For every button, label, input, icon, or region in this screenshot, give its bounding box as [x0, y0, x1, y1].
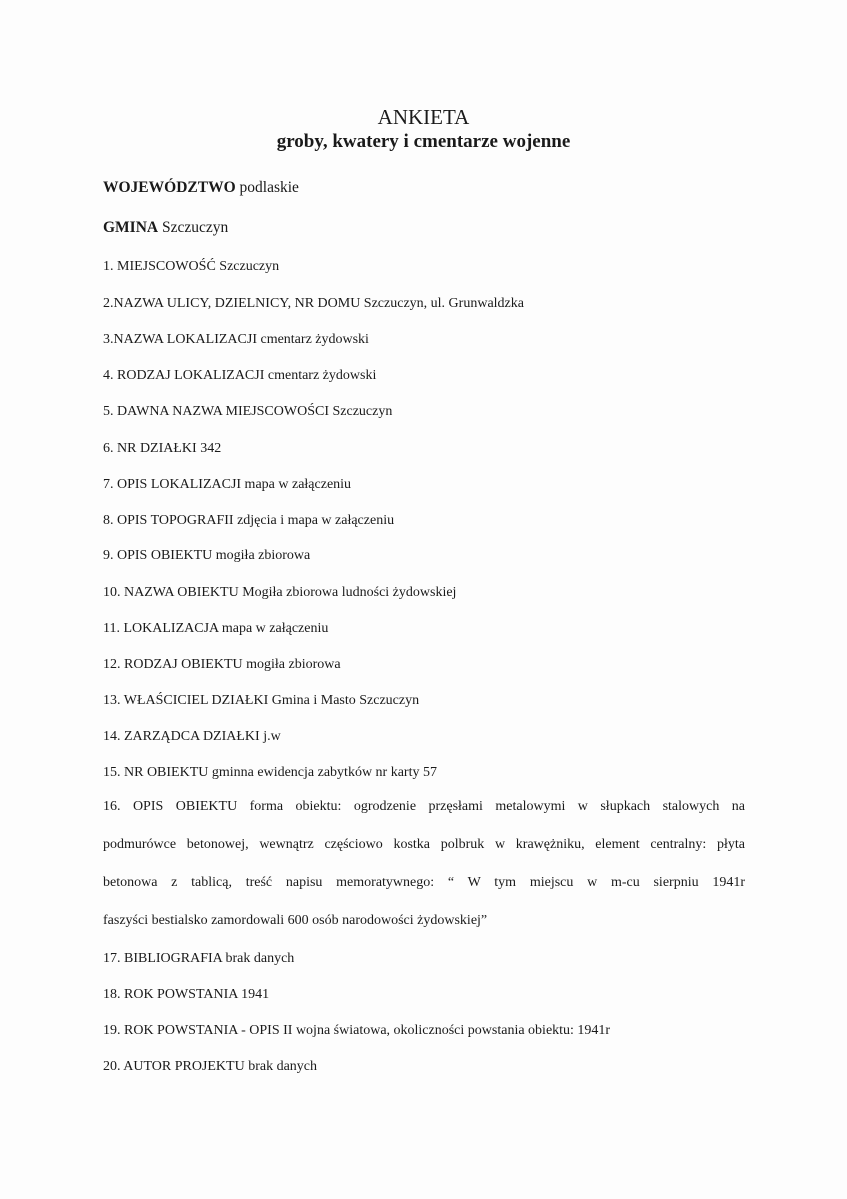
voivodeship-value: podlaskie — [239, 179, 299, 196]
field-14: 14. ZARZĄDCA DZIAŁKI j.w — [103, 729, 281, 744]
commune-label: GMINA — [103, 219, 159, 236]
field-15: 15. NR OBIEKTU gminna ewidencja zabytków nr karty 57 — [103, 765, 437, 780]
field-5: 5. DAWNA NAZWA MIEJSCOWOŚCI Szczuczyn — [103, 404, 393, 419]
page-title: ANKIETA — [377, 105, 470, 129]
field-16-line: 16. OPIS OBIEKTU forma obiektu: ogrodzenie przęsłami metalowymi w słupkach stalowych na — [103, 799, 745, 814]
commune-row — [103, 218, 228, 238]
field-3: 3.NAZWA LOKALIZACJI cmentarz żydowski — [103, 332, 369, 347]
field-16-line: podmurówce betonowej, wewnątrz częściowo kostka polbruk w krawężniku, element centralny: płyta — [103, 837, 745, 852]
field-20: 20. AUTOR PROJEKTU brak danych — [103, 1059, 318, 1074]
voivodeship-row — [103, 178, 299, 198]
field-16-line: faszyści bestialsko zamordowali 600 osób narodowości żydowskiej” — [103, 913, 488, 928]
page-subtitle: groby, kwatery i cmentarze wojenne — [276, 131, 571, 152]
field-16-line: betonowa z tablicą, treść napisu memoratywnego: “ W tym miejscu w m-cu sierpniu 1941r — [103, 875, 745, 890]
field-18: 18. ROK POWSTANIA 1941 — [103, 987, 270, 1002]
field-4: 4. RODZAJ LOKALIZACJI cmentarz żydowski — [103, 368, 377, 383]
field-10: 10. NAZWA OBIEKTU Mogiła zbiorowa ludności żydowskiej — [103, 585, 457, 600]
commune-value: Szczuczyn — [161, 219, 229, 236]
field-2: 2.NAZWA ULICY, DZIELNICY, NR DOMU Szczuczyn, ul. Grunwaldzka — [103, 296, 524, 311]
field-11: 11. LOKALIZACJA mapa w załączeniu — [103, 621, 329, 636]
field-12: 12. RODZAJ OBIEKTU mogiła zbiorowa — [103, 657, 341, 672]
field-8: 8. OPIS TOPOGRAFII zdjęcia i mapa w załączeniu — [103, 513, 395, 528]
field-7: 7. OPIS LOKALIZACJI mapa w załączeniu — [103, 477, 352, 492]
field-17: 17. BIBLIOGRAFIA brak danych — [103, 951, 295, 966]
field-19: 19. ROK POWSTANIA - OPIS II wojna światowa, okoliczności powstania obiektu: 1941r — [103, 1023, 611, 1038]
field-9: 9. OPIS OBIEKTU mogiła zbiorowa — [103, 548, 311, 563]
field-13: 13. WŁAŚCICIEL DZIAŁKI Gmina i Masto Szczuczyn — [103, 693, 420, 708]
field-1: 1. MIEJSCOWOŚĆ Szczuczyn — [103, 259, 280, 274]
voivodeship-label: WOJEWÓDZTWO — [103, 179, 236, 196]
field-6: 6. NR DZIAŁKI 342 — [103, 441, 222, 456]
